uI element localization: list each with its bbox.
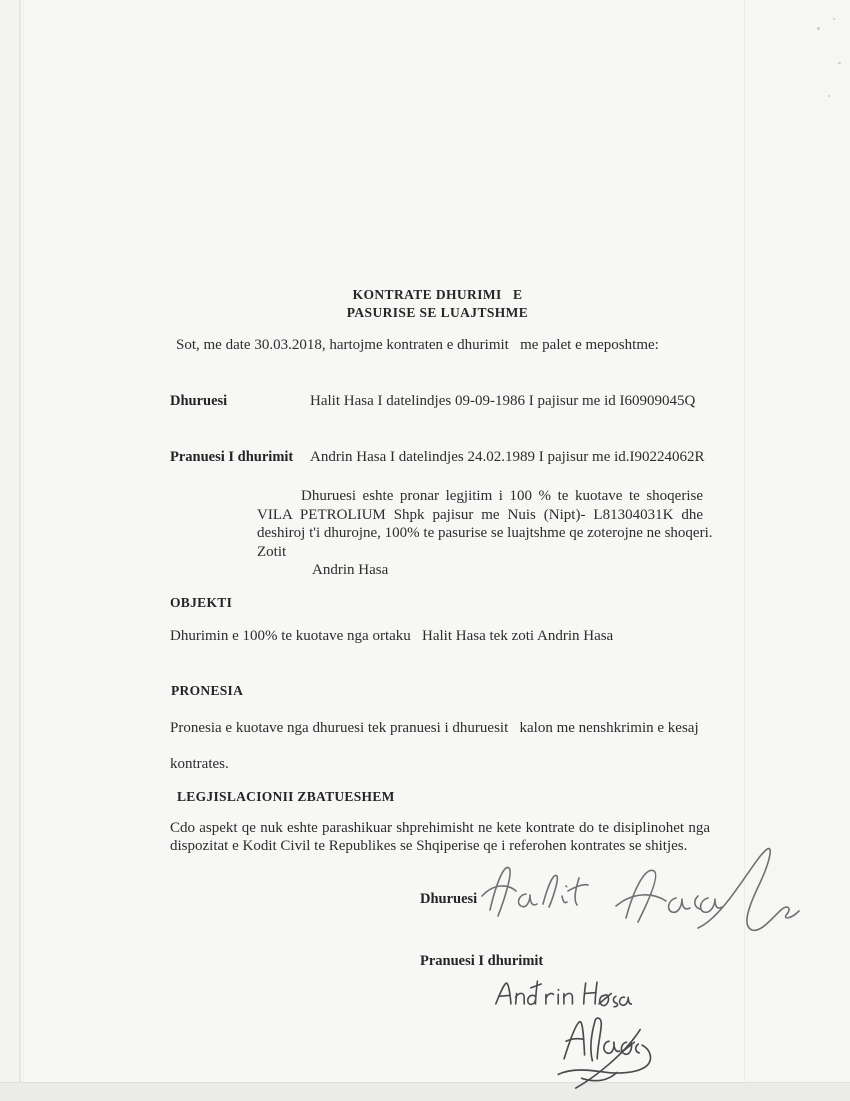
declaration-line: VILA PETROLIUM Shpk pajisur me Nuis (Nipt)- L81304031K dhe (257, 506, 703, 523)
recipient-label: Pranuesi I dhurimit (170, 449, 294, 465)
declaration-line: Zotit (257, 543, 287, 560)
party-row-donor (170, 393, 705, 410)
legjislacioni-line2: dispozitat e Kodit Civil te Republikes se Shqiperise qe i referohen kontrates se shitjes. (170, 838, 688, 854)
scan-speck (838, 62, 841, 64)
recipient-name-handwriting (492, 977, 632, 1010)
recipient-signature-label: Pranuesi I dhurimit (420, 953, 544, 969)
scan-bottom-edge (0, 1082, 850, 1101)
scan-speck (828, 95, 830, 97)
donor-label: Dhuruesi (170, 393, 228, 409)
recipient-signature-handwriting (552, 1012, 662, 1090)
pronesia-line2: kontrates. (170, 756, 229, 772)
scan-speck (817, 27, 820, 30)
donor-signature-label: Dhuruesi (420, 891, 478, 907)
pronesia-line1: Pronesia e kuotave nga dhuruesi tek pranuesi i dhuruesit kalon me nenshkrimin e kesaj (170, 720, 699, 736)
scan-speck (833, 18, 835, 20)
scan-left-margin (0, 0, 19, 1100)
paper-edge-left-shadow (23, 0, 24, 1100)
intro-line: Sot, me date 30.03.2018, hartojme kontraten e dhurimit me palet e meposhtme: (176, 337, 659, 353)
objekti-body: Dhurimin e 100% te kuotave nga ortaku Halit Hasa tek zoti Andrin Hasa (170, 628, 614, 644)
declaration-line: Dhuruesi eshte pronar legjitim i 100 % te kuotave te shoqerise (301, 488, 703, 504)
contract-title (170, 286, 705, 322)
section-heading-pronesia: PRONESIA (171, 683, 244, 698)
section-heading-legjislacioni: LEGJISLACIONII ZBATUESHEM (177, 789, 395, 804)
paper-edge-left (19, 0, 21, 1100)
declaration-paragraph (257, 487, 713, 580)
contract-title-line2: PASURISE SE LUAJTSHME (346, 305, 529, 320)
recipient-details: Andrin Hasa I datelindjes 24.02.1989 I pajisur me id.I90224062R (310, 449, 705, 465)
legjislacioni-line1: Cdo aspekt qe nuk eshte parashikuar shprehimisht ne kete kontrate do te disiplinohet nga (170, 820, 710, 836)
party-row-recipient (170, 449, 705, 466)
donor-signature-handwriting (470, 838, 800, 938)
donor-details: Halit Hasa I datelindjes 09-09-1986 I pajisur me id I60909045Q (310, 393, 696, 409)
declaration-line: Andrin Hasa (312, 562, 389, 578)
declaration-line: deshiroj t'i dhurojne, 100% te pasurise se luajtshme qe zoterojne ne shoqeri. (257, 525, 713, 541)
contract-title-line1: KONTRATE DHURIMI E (352, 287, 523, 302)
section-heading-objekti: OBJEKTI (170, 595, 233, 610)
